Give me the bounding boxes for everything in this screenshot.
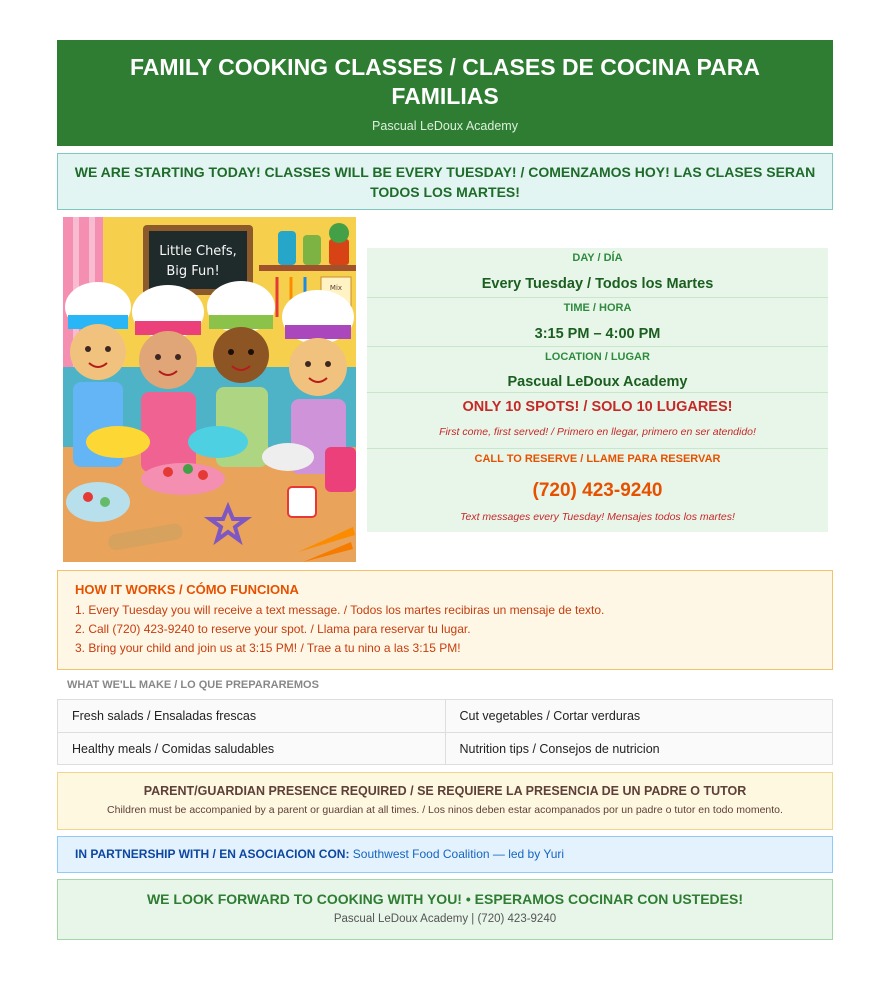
details-section — [57, 210, 833, 564]
footer-title: WE LOOK FORWARD TO COOKING WITH YOU! • ESPERAMOS COCINAR CON USTEDES! — [146, 891, 744, 907]
menu-title: WHAT WE'LL MAKE / LO QUE PREPARAREMOS — [67, 679, 319, 691]
day-row — [367, 248, 828, 297]
location-value: Pascual LeDoux Academy — [507, 374, 688, 390]
menu-table — [57, 699, 833, 765]
first-come-note: First come, first served! / Primero en llegar, primero en ser atendido! — [439, 426, 756, 438]
menu-item: Nutrition tips / Consejos de nutricion — [445, 733, 833, 764]
parent-notice-text: Children must be accompanied by a parent or guardian at all times. / Los ninos deben estar acompanados por un padre o tutor en todo momento. — [107, 804, 783, 816]
time-row — [367, 297, 828, 346]
sign-line1: Mix — [329, 284, 343, 292]
call-to-reserve-label: CALL TO RESERVE / LLAME PARA RESERVAR — [474, 453, 721, 465]
location-row — [367, 346, 828, 392]
step-item: 3. Bring your child and join us at 3:15 PM! / Trae a tu nino a las 3:15 PM! — [75, 641, 461, 655]
partnership-bar — [57, 836, 833, 873]
parent-notice — [57, 772, 833, 830]
menu-item: Healthy meals / Comidas saludables — [58, 733, 445, 764]
how-it-works — [57, 570, 833, 670]
step-item: 2. Call (720) 423-9240 to reserve your spot. / Llama para reservar tu lugar. — [75, 622, 471, 636]
partnership-label: IN PARTNERSHIP WITH / EN ASOCIACION CON: — [75, 847, 350, 861]
location-label: LOCATION / LUGAR — [545, 351, 650, 363]
header-subtitle: Pascual LeDoux Academy — [372, 119, 518, 133]
parent-notice-title: PARENT/GUARDIAN PRESENCE REQUIRED / SE REQUIERE LA PRESENCIA DE UN PADRE O TUTOR — [143, 784, 747, 798]
page-title: FAMILY COOKING CLASSES / CLASES DE COCINA PARA FAMILIAS — [129, 54, 761, 109]
time-label: TIME / HORA — [563, 302, 632, 314]
text-message-note: Text messages every Tuesday! Mensajes todos los martes! — [460, 511, 735, 523]
day-label: DAY / DÍA — [572, 252, 623, 264]
time-value: 3:15 PM – 4:00 PM — [534, 326, 661, 342]
table-row — [58, 732, 832, 764]
spots-row — [367, 392, 828, 448]
chalkboard-line2: Big Fun! — [166, 264, 220, 279]
reserve-row — [367, 448, 828, 532]
partner-name: Southwest Food Coalition — led by Yuri — [352, 847, 565, 861]
class-details-panel — [367, 248, 828, 532]
footer — [57, 879, 833, 940]
chalkboard-line1: Little Chefs, — [159, 244, 237, 259]
day-value: Every Tuesday / Todos los Martes — [481, 276, 714, 292]
kids-cooking-illustration — [63, 217, 356, 562]
footer-contact: Pascual LeDoux Academy | (720) 423-9240 — [333, 913, 557, 925]
table-row — [58, 700, 832, 732]
header — [57, 40, 833, 146]
phone-number[interactable]: (720) 423-9240 — [532, 480, 663, 501]
how-it-works-title: HOW IT WORKS / CÓMO FUNCIONA — [75, 582, 299, 597]
how-it-works-steps — [75, 601, 815, 658]
announcement-banner: WE ARE STARTING TODAY! CLASSES WILL BE EVERY TUESDAY! / COMENZAMOS HOY! LAS CLASES SERAN TODOS LOS MARTES! — [57, 153, 833, 210]
flyer — [57, 40, 833, 940]
step-item: 1. Every Tuesday you will receive a text message. / Todos los martes recibiras un mensaje de texto. — [75, 603, 605, 617]
menu-item: Cut vegetables / Cortar verduras — [445, 700, 833, 732]
spots-notice: ONLY 10 SPOTS! / SOLO 10 LUGARES! — [462, 399, 733, 415]
menu-item: Fresh salads / Ensaladas frescas — [58, 700, 445, 732]
